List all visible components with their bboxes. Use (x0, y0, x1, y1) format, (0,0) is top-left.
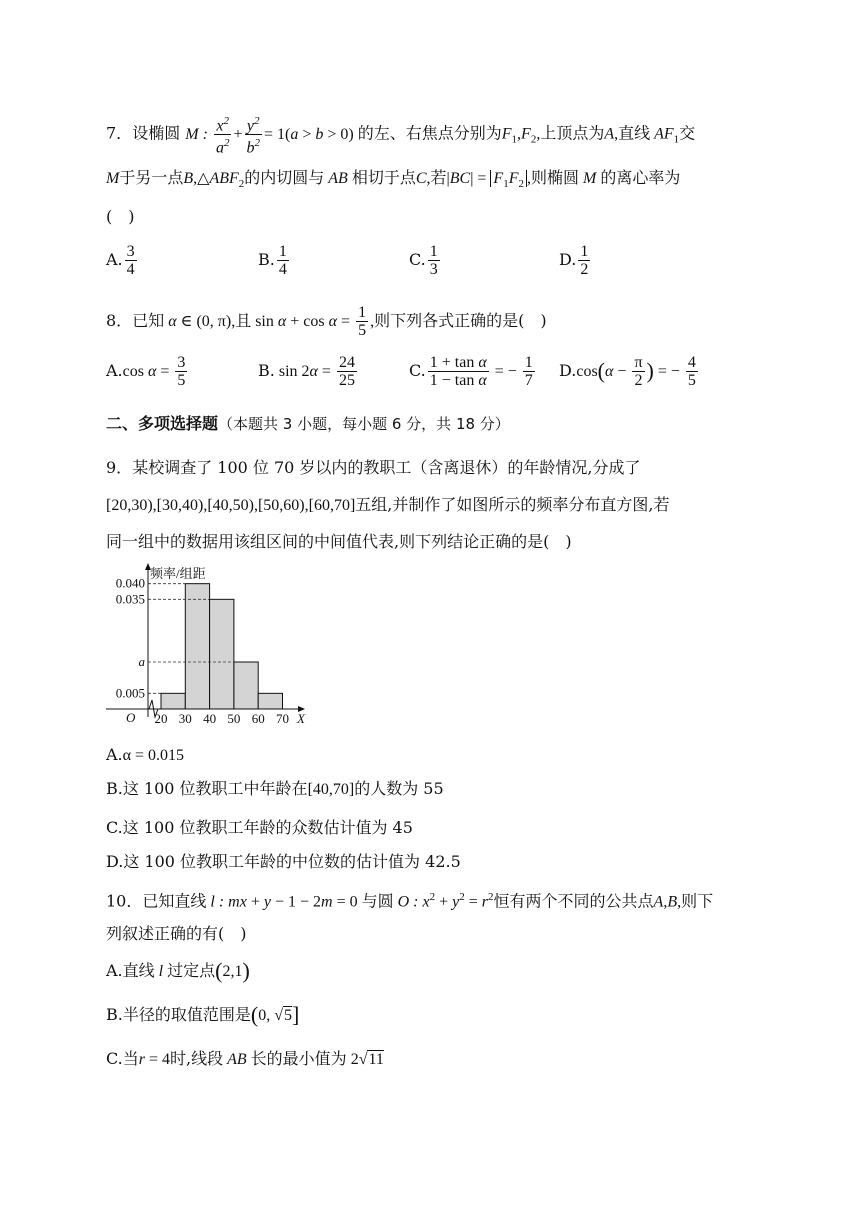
option-label: B. (258, 361, 275, 380)
q9-text: 同一组中的数据用该组区间的中间值代表,则下列结论正确的是( ) (106, 532, 572, 551)
x-tick-label: 50 (227, 711, 241, 726)
x-tick-label: 60 (251, 711, 265, 726)
q9-option-a-math: α = 0.015 (122, 747, 185, 764)
x-tick-label: 30 (178, 711, 192, 726)
q9-option-d[interactable] (106, 852, 461, 872)
q7-text: 的左、右焦点分别为 (357, 123, 502, 143)
q10-option-c-text: 长的最小值为 (250, 1049, 347, 1068)
q8-text: 已知 (132, 311, 165, 330)
q7-paren: ( ) (106, 207, 135, 226)
histogram-bar (185, 584, 209, 709)
q10-option-b-text: B.半径的取值范围是 (106, 1005, 251, 1024)
q10-text: 已知直线 (142, 891, 207, 911)
q9-option-c-text: C.这 100 位教职工年龄的众数估计值为 45 (106, 818, 413, 837)
q7-text: 的离心率为 (600, 168, 681, 187)
x-axis-label: X (297, 711, 305, 726)
histogram-bar (234, 662, 258, 709)
q8-option-a[interactable]: A.cos α = $\frac{3}{5}$ (106, 354, 186, 389)
option-label: D. (559, 361, 577, 380)
q7-text: 于另一点 (119, 168, 184, 187)
y-tick-label: a (138, 654, 145, 669)
option-label: B. (258, 250, 275, 269)
q7-option-a[interactable]: A. $\frac{3}{4}$ (106, 243, 135, 278)
y-axis-label: 频率/组距 (150, 566, 206, 581)
q9-text: 某校调查了 100 位 70 岁以内的教职工（含离退休）的年龄情况,分成了 (132, 458, 641, 477)
q7-text: 则椭圆 (530, 168, 579, 187)
y-tick-label: 0.035 (115, 591, 145, 607)
q9-line2 (106, 495, 669, 516)
q9-text: 五组,并制作了如图所示的频率分布直方图,若 (355, 495, 670, 514)
origin-label: O (126, 710, 136, 725)
q8-option-b[interactable]: B. sin 2α = $\frac{24}{25}$ (258, 354, 355, 389)
frequency-histogram (104, 562, 324, 732)
section-heading (106, 414, 510, 434)
q7-text: 交 (679, 123, 696, 143)
histogram-bar (258, 693, 282, 709)
q7-option-c[interactable]: C. $\frac{1}{3}$ (409, 243, 438, 278)
option-label: A. (106, 250, 123, 269)
q9-option-a[interactable] (106, 745, 184, 766)
q8-text: 且 (235, 311, 252, 330)
q9-option-b-text: 的人数为 55 (354, 779, 444, 798)
x-tick-label: 70 (276, 711, 289, 726)
q10-option-c-text: C.当 (106, 1049, 139, 1068)
q7-option-b[interactable]: B. $\frac{1}{4}$ (258, 243, 287, 278)
q7-text: 相切于点 (351, 168, 416, 187)
q7-line1: 7．设椭圆 M : $\frac{x^2}{a^2}$ + $\frac{y^2}{b^2}$ = 1(a > b > 0) 的左、右焦点分别为$F_1,F_2$,上顶点为A,直线 $AF_1$交 (106, 115, 696, 157)
q7-text: 直线 (618, 123, 651, 143)
q10-option-c[interactable]: C.当r = 4时,线段 AB 长的最小值为 2√11 (106, 1049, 384, 1068)
q8-option-c[interactable]: C. $\frac{\text{1 + tan α}}{\text{1 − tan α}}$ = − $\frac{1}{7}$ (409, 354, 533, 389)
option-label: C. (409, 250, 426, 269)
q9-line1 (106, 458, 641, 478)
histogram-bars (161, 584, 283, 709)
option-label: A. (106, 361, 123, 380)
option-label: A. (106, 745, 123, 764)
q10-option-c-text: 时,线段 (170, 1049, 224, 1068)
y-tick-label: 0.040 (115, 575, 145, 591)
option-label: D. (559, 250, 577, 269)
q9-groups: [20,30),[30,40),[40,50),[50,60),[60,70] (106, 497, 356, 514)
q10-text: 则下 (681, 891, 714, 911)
histogram-bar (161, 693, 185, 709)
q7-text: 上顶点为 (540, 123, 605, 143)
q10-line2 (106, 924, 247, 944)
option-label: C. (409, 361, 426, 380)
q9-number: 9． (106, 458, 133, 477)
y-tick-label: 0.005 (115, 685, 145, 701)
q10-text: 恒有两个不同的公共点 (493, 891, 654, 911)
q7-line2: M于另一点$B,\triangle ABF_2$的内切圆与 AB 相切于点C,若$|BC| = F_1F_2$ ,则椭圆 M 的离心率为 (106, 168, 681, 191)
q8-option-d[interactable]: D.cos(α − $\frac{\pi}{2}$ ) = − $\frac{4}{5}$ (559, 354, 696, 389)
q9-option-b-interval: [40,70] (307, 781, 355, 798)
q8-text: 则下列各式正确的是( ) (374, 311, 547, 330)
q8-line1: 8．已知 α ∈ (0, π),且 sin α + cos α = $\frac{1}{5}$ ,则下列各式正确的是( ) (106, 304, 547, 339)
q9-line3 (106, 532, 572, 552)
q7-text: 的内切圆与 (244, 168, 325, 187)
x-tick-label: 20 (154, 711, 168, 726)
x-tick-label: 40 (203, 711, 217, 726)
q10-option-a[interactable]: A.直线 l 过定点(2,1) (106, 958, 250, 983)
q7-text: 设椭圆 (132, 123, 181, 143)
q10-line1: 10．已知直线 l : mx + y − 1 − 2m = 0 与圆 O : $x^2 + y^2 = r^2$恒有两个不同的公共点A,B,则下 (106, 891, 714, 911)
section-note: （本题共 3 小题，每小题 6 分，共 18 分） (218, 415, 510, 433)
histogram-bar (210, 599, 234, 709)
q9-option-b[interactable] (106, 779, 444, 800)
q7-text: 若 (430, 168, 447, 187)
q10-option-a-text: 过定点 (167, 961, 216, 980)
q7-ellipse-formula: M : $\frac{x^2}{a^2}$ + $\frac{y^2}{b^2}$ = 1(a > b > 0) (185, 115, 354, 157)
q7-number: 7． (106, 123, 133, 143)
q9-option-c[interactable] (106, 818, 413, 838)
section-title: 二、多项选择题 (106, 414, 219, 433)
q9-option-d-text: D.这 100 位教职工年龄的中位数的估计值为 42.5 (106, 852, 461, 871)
q8-number: 8． (106, 311, 133, 330)
q10-option-b[interactable]: B.半径的取值范围是(0, √5] (106, 1002, 300, 1027)
q10-number: 10． (106, 891, 143, 911)
q10-text: 与圆 (361, 891, 394, 911)
q9-option-b-text: B.这 100 位教职工中年龄在 (106, 779, 308, 798)
q7-option-d[interactable]: D. $\frac{1}{2}$ (559, 243, 589, 278)
q10-text: 列叙述正确的有( ) (106, 924, 247, 943)
q10-option-a-text: A.直线 (106, 961, 155, 980)
